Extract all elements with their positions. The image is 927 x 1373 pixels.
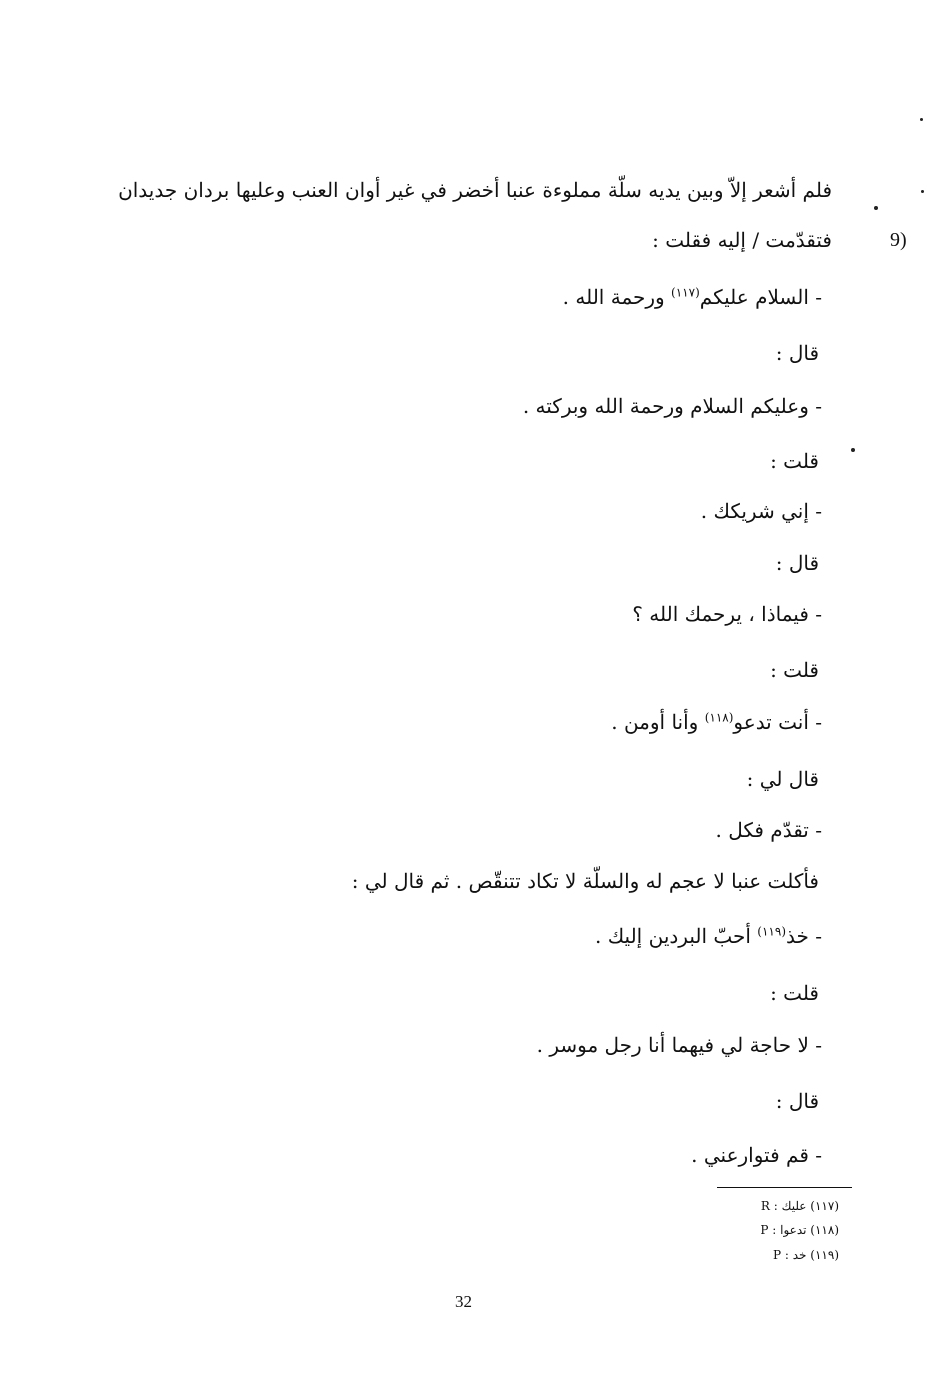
narration-line: فأكلت عنبا لا عجم له والسلّة لا تكاد تتنقّص . ثم قال لي : <box>351 869 819 893</box>
speaker-label-said-to-me: قال لي : <box>746 767 819 791</box>
dialogue-text: ورحمة الله . <box>562 285 672 309</box>
footnote-119: (١١٩) خد : P <box>773 1248 839 1262</box>
dialogue-line-4: - فيماذا ، يرحمك الله ؟ <box>632 602 822 626</box>
footnote-ref-118: (١١٨) <box>704 710 734 725</box>
scan-speck <box>851 448 855 452</box>
dialogue-text: أحبّ البردين إليك . <box>594 924 758 948</box>
scan-speck <box>874 206 878 210</box>
speaker-label-said: قال : <box>775 341 819 365</box>
footnote-ref-119: (١١٩) <box>757 924 787 939</box>
dialogue-line-8: - لا حاجة لي فيهما أنا رجل موسر . <box>536 1033 822 1057</box>
dialogue-line-2: - وعليكم السلام ورحمة الله وبركته . <box>522 394 822 418</box>
speaker-label-said: قال : <box>775 1089 819 1113</box>
dialogue-text: - أنت تدعو <box>733 710 822 734</box>
dialogue-text: - السلام عليكم <box>699 285 822 309</box>
scan-speck <box>920 118 923 121</box>
footnote-117: (١١٧) عليك : R <box>760 1199 839 1213</box>
dialogue-line-6: - تقدّم فكل . <box>715 818 822 842</box>
page-number: 32 <box>455 1292 472 1311</box>
paragraph-line-1: فلم أشعر إلاّ وبين يديه سلّة مملوءة عنبا أخضر في غير أوان العنب وعليها بردان جديدان <box>118 178 832 202</box>
footnote-ref-117: (١١٧) <box>671 285 700 300</box>
paragraph-line-2: فتقدّمت / إليه فقلت : <box>652 228 832 252</box>
speaker-label-i-said: قلت : <box>770 658 819 682</box>
dialogue-line-9: - قم فتوارعني . <box>691 1143 822 1167</box>
line-number-marker: 9) <box>890 229 907 251</box>
dialogue-line-5 <box>611 708 822 736</box>
dialogue-line-3: - إني شريكك . <box>700 499 822 523</box>
speaker-label-i-said: قلت : <box>770 981 819 1005</box>
footnote-separator <box>717 1187 852 1188</box>
dialogue-text: - خذ <box>786 924 822 948</box>
footnote-118: (١١٨) تدعوا : P <box>760 1223 839 1237</box>
speaker-label-said: قال : <box>775 551 819 575</box>
dialogue-line-1 <box>563 283 822 311</box>
dialogue-line-7 <box>595 922 822 950</box>
dialogue-text: وأنا أومن . <box>611 710 705 734</box>
scan-speck <box>921 190 924 193</box>
speaker-label-i-said: قلت : <box>770 449 819 473</box>
